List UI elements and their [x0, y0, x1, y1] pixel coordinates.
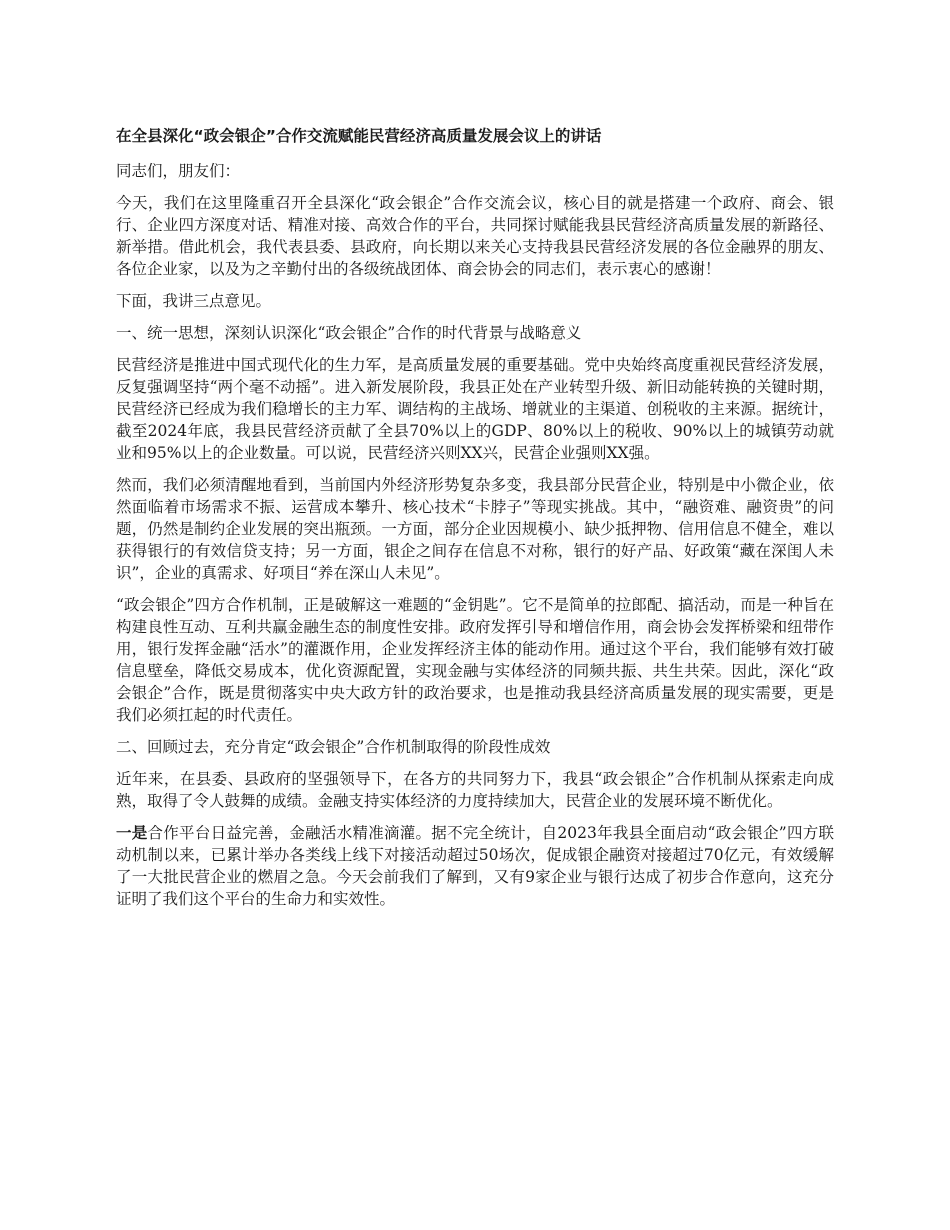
- section1-paragraph-1: 民营经济是推进中国式现代化的生力军，是高质量发展的重要基础。党中央始终高度重视民营经济发展，反复强调坚持“两个毫不动摇”。进入新发展阶段，我县正处在产业转型升级、新旧动能转换的关键时期，民营经济已经成为我们稳增长的主力军、调结构的主战场、增就业的主渠道、创税收的主来源。据统计，截至2024年底，我县民营经济贡献了全县70%以上的GDP、80%以上的税收、90%以上的城镇劳动就业和95%以上的企业数量。可以说，民营经济兴则XX兴，民营企业强则XX强。: [116, 356, 834, 462]
- transition-paragraph: 下面，我讲三点意见。: [116, 292, 272, 310]
- section2-paragraph-2-body: 合作平台日益完善，金融活水精准滴灌。据不完全统计，自2023年我县全面启动“政会银企”四方联动机制以来，已累计举办各类线上线下对接活动超过50场次，促成银企融资对接超过70亿元，有效缓解了一大批民营企业的燃眉之急。今天会前我们了解到，又有9家企业与银行达成了初步合作意向，这充分证明了我们这个平台的生命力和实效性。: [116, 824, 834, 908]
- section2-paragraph-2: [116, 822, 834, 910]
- greeting: 同志们，朋友们：: [116, 162, 241, 180]
- section1-heading: 一、统一思想，深刻认识深化“政会银企”合作的时代背景与战略意义: [116, 324, 582, 342]
- section2-heading: 二、回顾过去，充分肯定“政会银企”合作机制取得的阶段性成效: [116, 738, 551, 756]
- section2-paragraph-2-lead: 一是: [116, 824, 148, 842]
- section1-paragraph-2: 然而，我们必须清醒地看到，当前国内外经济形势复杂多变，我县部分民营企业，特别是中小微企业，依然面临着市场需求不振、运营成本攀升、核心技术“卡脖子”等现实挑战。其中，“融资难、融资贵”的问题，仍然是制约企业发展的突出瓶颈。一方面，部分企业因规模小、缺少抵押物、信用信息不健全，难以获得银行的有效信贷支持；另一方面，银企之间存在信息不对称，银行的好产品、好政策“藏在深闺人未识”，企业的真需求、好项目“养在深山人未见”。: [116, 476, 834, 582]
- intro-paragraph: 今天，我们在这里隆重召开全县深化“政会银企”合作交流会议，核心目的就是搭建一个政府、商会、银行、企业四方深度对话、精准对接、高效合作的平台，共同探讨赋能我县民营经济高质量发展的新路径、新举措。借此机会，我代表县委、县政府，向长期以来关心支持我县民营经济发展的各位金融界的朋友、各位企业家，以及为之辛勤付出的各级统战团体、商会协会的同志们，表示衷心的感谢！: [116, 194, 834, 278]
- section1-paragraph-3: “政会银企”四方合作机制，正是破解这一难题的“金钥匙”。它不是简单的拉郎配、搞活动，而是一种旨在构建良性互动、互利共赢金融生态的制度性安排。政府发挥引导和增信作用，商会协会发挥桥梁和纽带作用，银行发挥金融“活水”的灌溉作用，企业发挥经济主体的能动作用。通过这个平台，我们能够有效打破信息壁垒，降低交易成本，优化资源配置，实现金融与实体经济的同频共振、共生共荣。因此，深化“政会银企”合作，既是贯彻落实中央大政方针的政治要求，也是推动我县经济高质量发展的现实需要，更是我们必须扛起的时代责任。: [116, 596, 834, 724]
- section2-paragraph-1: 近年来，在县委、县政府的坚强领导下，在各方的共同努力下，我县“政会银企”合作机制从探索走向成熟，取得了令人鼓舞的成绩。金融支持实体经济的力度持续加大，民营企业的发展环境不断优化。: [116, 770, 834, 810]
- document-title: 在全县深化“政会银企”合作交流赋能民营经济高质量发展会议上的讲话: [116, 127, 602, 145]
- document-page: [116, 124, 834, 920]
